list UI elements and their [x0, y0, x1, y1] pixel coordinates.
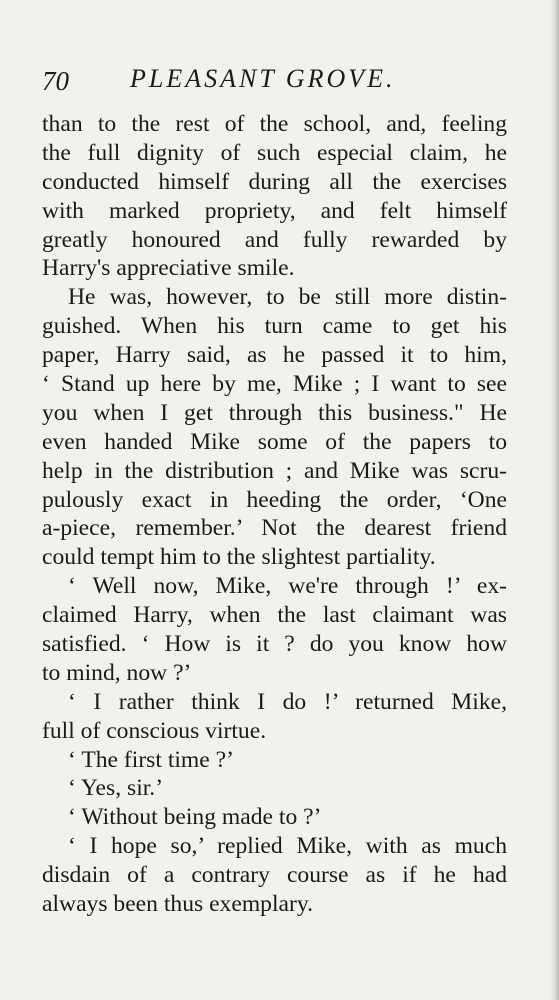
- text-line: ‘ I hope so,’ replied Mike, with as much: [68, 833, 507, 860]
- scan-edge-shadow: [549, 0, 559, 1000]
- text-line: guished. When his turn came to get his: [42, 313, 507, 340]
- text-line: ‘ Without being made to ?’: [68, 804, 322, 831]
- text-line: than to the rest of the school, and, feeling: [42, 111, 507, 137]
- text-line: even handed Mike some of the papers to: [42, 428, 507, 455]
- text-line: to mind, now ?’: [42, 659, 192, 686]
- text-line: disdain of a contrary course as if he had: [42, 862, 507, 889]
- text-line: always been thus exemplary.: [42, 891, 314, 918]
- text-line: with marked propriety, and felt himself: [42, 197, 507, 224]
- text-line: ‘ The first time ?’: [68, 746, 234, 773]
- text-line: could tempt him to the slightest partiality.: [42, 544, 436, 571]
- page-number: 70: [42, 66, 69, 96]
- text-line: the full dignity of such especial claim, he: [42, 139, 507, 166]
- text-line: help in the distribution ; and Mike was scru-: [42, 457, 507, 484]
- text-line: ‘ Stand up here by me, Mike ; I want to see: [42, 371, 507, 398]
- text-line: ‘ I rather think I do !’ returned Mike,: [68, 688, 507, 715]
- text-line: pulously exact in heeding the order, ‘One: [42, 486, 507, 513]
- text-line: ‘ Yes, sir.’: [68, 775, 164, 802]
- text-line: full of conscious virtue.: [42, 717, 267, 744]
- text-line: satisfied. ‘ How is it ? do you know how: [42, 631, 507, 658]
- body-text: [42, 110, 507, 919]
- running-head: [42, 62, 512, 102]
- text-line: paper, Harry said, as he passed it to him,: [42, 342, 507, 369]
- text-line: Harry's appreciative smile.: [42, 255, 295, 282]
- text-line: you when I get through this business." He: [42, 399, 507, 426]
- text-line: ‘ Well now, Mike, we're through !’ ex-: [68, 573, 507, 600]
- text-line: conducted himself during all the exercises: [42, 168, 507, 195]
- running-title: PLEASANT GROVE.: [130, 64, 396, 93]
- text-line: He was, however, to be still more distin-: [68, 284, 507, 311]
- text-line: greatly honoured and fully rewarded by: [42, 226, 507, 253]
- text-line: claimed Harry, when the last claimant was: [42, 602, 507, 629]
- text-line: a-piece, remember.’ Not the dearest friend: [42, 515, 507, 542]
